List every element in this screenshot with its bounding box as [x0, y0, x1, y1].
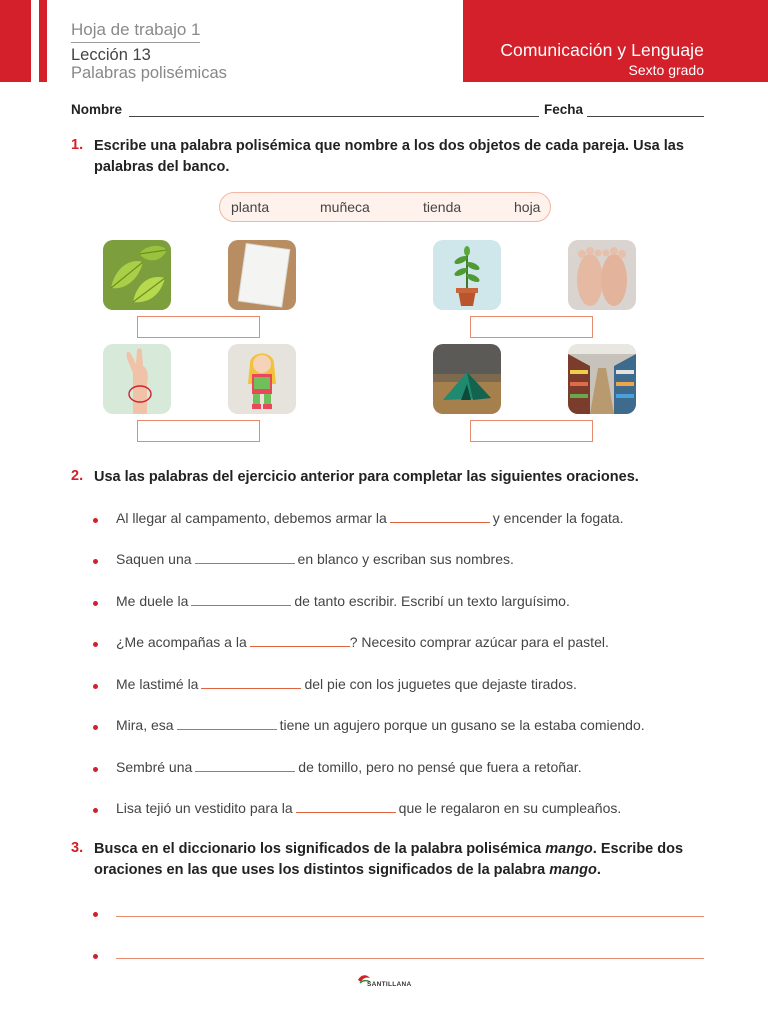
exercise-3-instruction-line2 — [94, 860, 601, 881]
feet-sole-icon — [568, 240, 636, 310]
answer-bullet — [93, 912, 98, 917]
sentence-text: Lisa tejió un vestidito para la — [116, 800, 293, 816]
instruction-text: . — [596, 862, 601, 878]
answer-bullet — [93, 954, 98, 959]
sentence-bullet — [93, 559, 98, 564]
sentence-blank[interactable] — [191, 593, 291, 606]
sentence-6 — [116, 717, 645, 733]
sentence-text: de tanto escribir. Escribí un texto larguísimo. — [294, 593, 570, 609]
leaf-icon — [103, 240, 171, 310]
sentence-2 — [116, 551, 514, 567]
keyword-mango: mango — [549, 862, 597, 878]
store-aisle-icon — [568, 344, 636, 414]
sentence-blank[interactable] — [250, 634, 350, 647]
bank-word: planta — [231, 199, 270, 215]
sentence-bullet — [93, 725, 98, 730]
name-line[interactable] — [129, 116, 539, 117]
sentence-text: Me lastimé la — [116, 676, 199, 692]
answer-box-pair-2[interactable] — [470, 316, 593, 338]
left-red-stripe-2 — [39, 0, 47, 82]
sentence-blank[interactable] — [195, 759, 295, 772]
instruction-text: oraciones en las que uses los distintos significados de la palabra — [94, 862, 546, 878]
sentence-text: Me duele la — [116, 593, 189, 609]
exercise-2-number: 2. — [71, 468, 84, 484]
bank-word: hoja — [514, 199, 541, 215]
sentence-bullet — [93, 767, 98, 772]
sentence-bullet — [93, 518, 98, 523]
exercise-1-instruction-line2: palabras del banco. — [94, 159, 230, 175]
wrist-icon — [103, 344, 171, 414]
sentence-bullet — [93, 601, 98, 606]
sentence-bullet — [93, 684, 98, 689]
answer-line-2[interactable] — [116, 958, 704, 959]
sentence-blank[interactable] — [195, 551, 295, 564]
sentence-8 — [116, 800, 621, 816]
sentence-text: del pie con los juguetes que dejaste tirados. — [304, 676, 577, 692]
name-label: Nombre — [71, 102, 123, 117]
keyword-mango: mango — [545, 841, 593, 857]
sentence-blank[interactable] — [390, 510, 490, 523]
answer-box-pair-4[interactable] — [470, 420, 593, 442]
bank-word: tienda — [423, 199, 462, 215]
sentence-text: de tomillo, pero no pensé que fuera a retoñar. — [298, 759, 582, 775]
lesson-topic: Palabras polisémicas — [71, 64, 227, 82]
sentence-text: Saquen una — [116, 551, 192, 567]
left-red-stripe-1 — [0, 0, 31, 82]
instruction-text: Busca en el diccionario los significados de la palabra polisémica — [94, 841, 542, 857]
sentence-1 — [116, 510, 624, 526]
exercise-1-number: 1. — [71, 137, 84, 153]
date-label: Fecha — [544, 102, 584, 117]
doll-icon — [228, 344, 296, 414]
camping-tent-icon — [433, 344, 501, 414]
answer-box-pair-1[interactable] — [137, 316, 260, 338]
sentence-text: ¿Me acompañas a la — [116, 634, 247, 650]
sentence-blank[interactable] — [296, 800, 396, 813]
word-bank — [219, 192, 551, 222]
sentence-text: Al llegar al campamento, debemos armar la — [116, 510, 387, 526]
sentence-7 — [116, 759, 582, 775]
paper-sheet-icon — [228, 240, 296, 310]
exercise-3-number: 3. — [71, 840, 84, 856]
sentence-text: en blanco y escriban sus nombres. — [297, 551, 514, 567]
grade-label: Sexto grado — [628, 62, 704, 78]
worksheet-title: Hoja de trabajo 1 — [71, 20, 200, 43]
sentence-3 — [116, 593, 570, 609]
exercise-3-instruction-line1 — [94, 839, 683, 860]
date-line[interactable] — [587, 116, 704, 117]
answer-box-pair-3[interactable] — [137, 420, 260, 442]
sentence-text: tiene un agujero porque un gusano se la estaba comiendo. — [279, 717, 645, 733]
header-banner — [463, 0, 768, 82]
exercise-1-instruction-line1: Escribe una palabra polisémica que nombre a los dos objetos de cada pareja. Usa las — [94, 138, 684, 154]
sentence-text: Mira, esa — [116, 717, 174, 733]
bank-word: muñeca — [320, 199, 370, 215]
sentence-bullet — [93, 808, 98, 813]
exercise-2-instruction: Usa las palabras del ejercicio anterior para completar las siguientes oraciones. — [94, 469, 639, 485]
sentence-text: y encender la fogata. — [492, 510, 624, 526]
lesson-number: Lección 13 — [71, 46, 151, 64]
sentence-blank[interactable] — [201, 676, 301, 689]
potted-plant-icon — [433, 240, 501, 310]
sentence-blank[interactable] — [177, 717, 277, 730]
sentence-4 — [116, 634, 609, 650]
sentence-text: que le regalaron en su cumpleaños. — [398, 800, 622, 816]
answer-line-1[interactable] — [116, 916, 704, 917]
publisher-name: SANTILLANA — [367, 981, 412, 988]
sentence-bullet — [93, 642, 98, 647]
sentence-text: Sembré una — [116, 759, 193, 775]
subject-title: Comunicación y Lenguaje — [500, 40, 704, 60]
sentence-5 — [116, 676, 577, 692]
instruction-text: . Escribe dos — [592, 841, 684, 857]
sentence-text: ? Necesito comprar azúcar para el pastel. — [349, 634, 609, 650]
